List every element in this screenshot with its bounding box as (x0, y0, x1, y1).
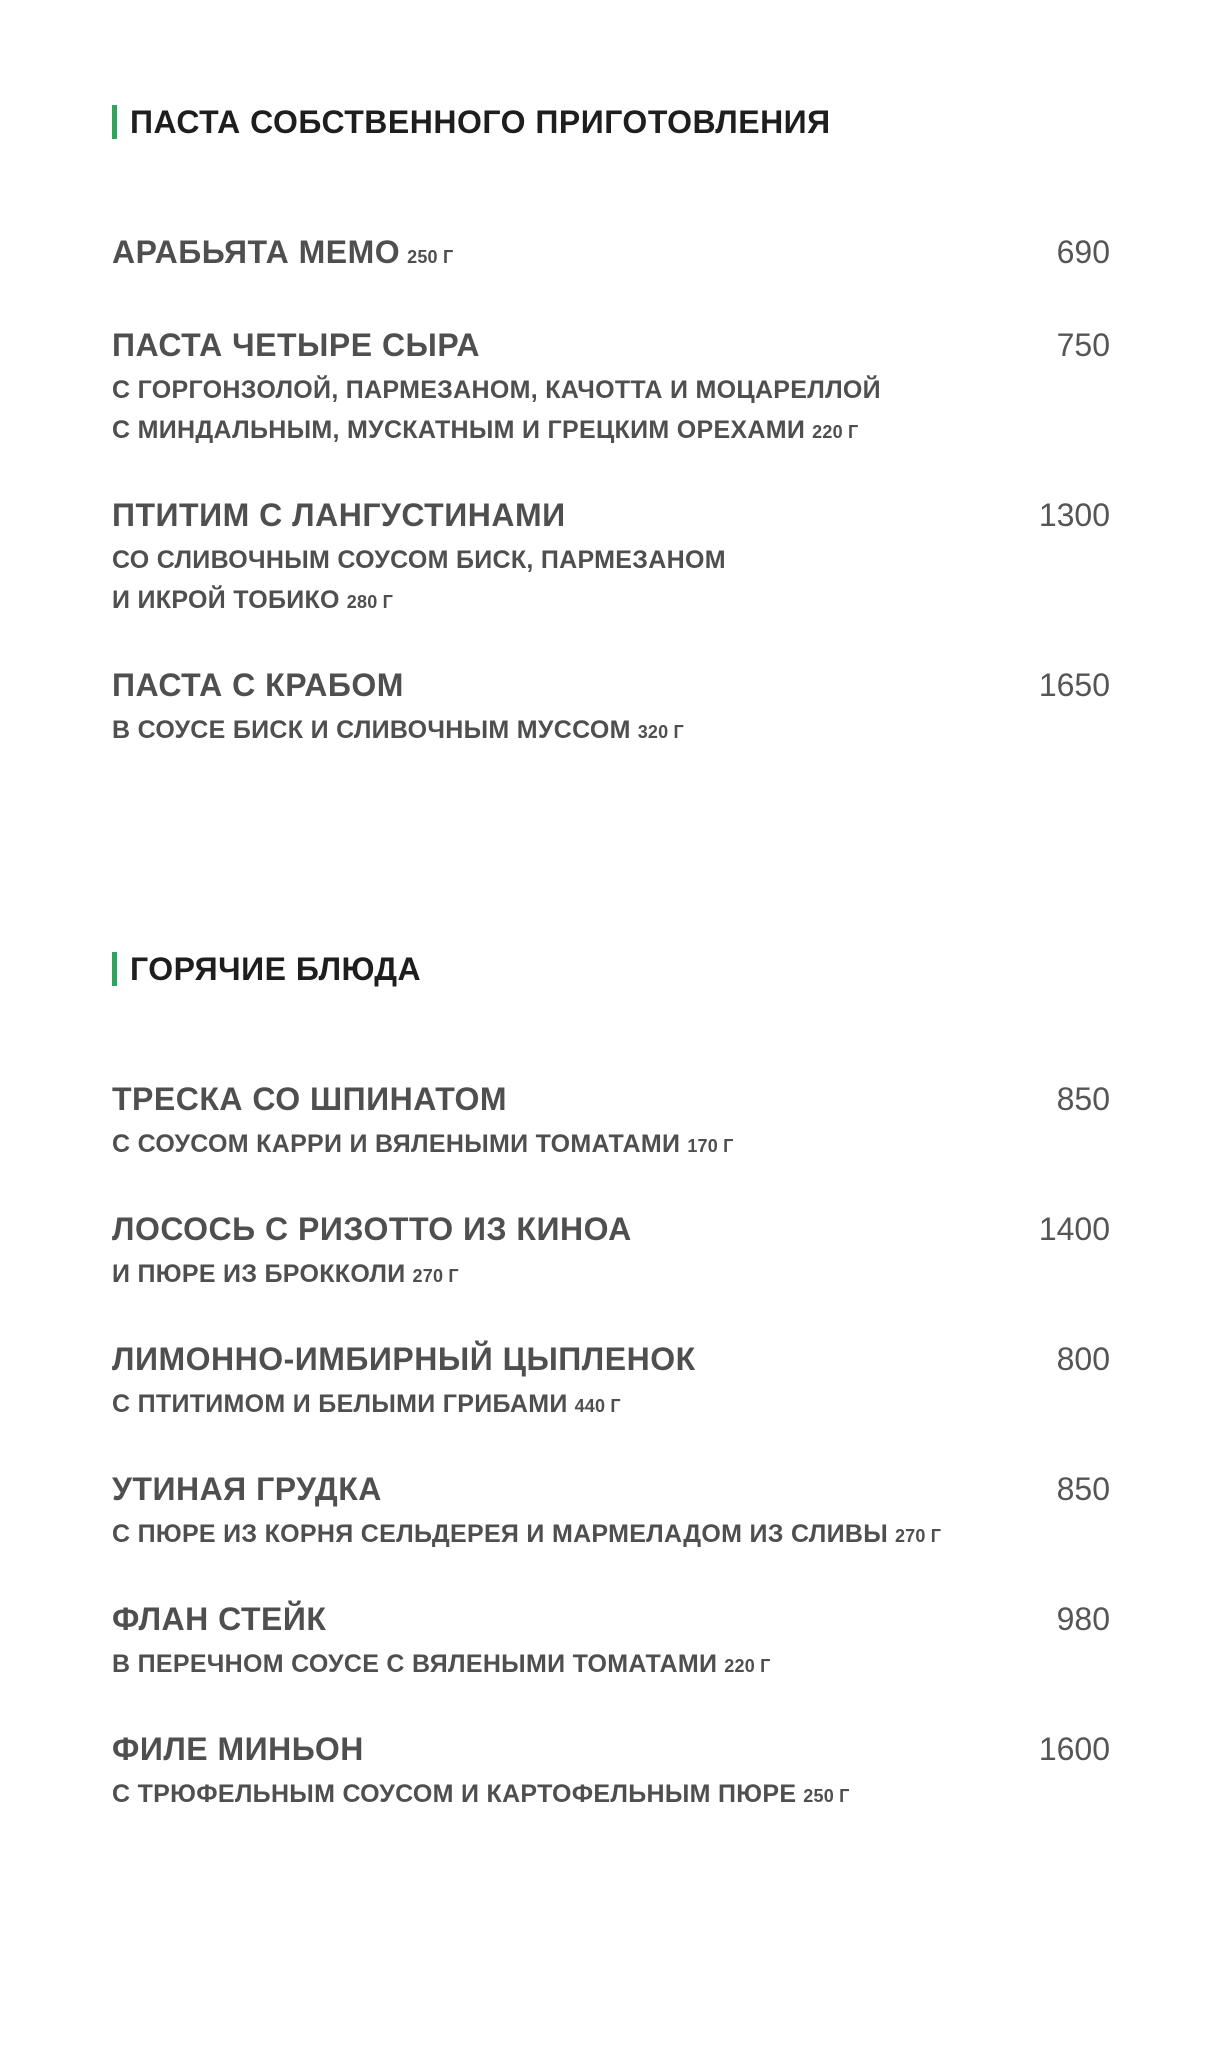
section-header (112, 102, 1110, 142)
section-header (112, 949, 1110, 989)
menu-item (112, 1339, 1110, 1421)
item-name (112, 232, 453, 277)
item-price: 690 (1056, 234, 1110, 270)
menu-item-row (112, 1469, 1110, 1509)
section-accent-bar-icon (112, 105, 117, 139)
item-name (112, 1599, 326, 1639)
menu-item-row (112, 325, 1110, 365)
item-description-text: И ИКРОЙ ТОБИКО (112, 586, 340, 614)
item-description-line (112, 415, 1110, 447)
menu-item-row (112, 1209, 1110, 1249)
menu-item (112, 232, 1110, 277)
menu-item (112, 1079, 1110, 1161)
item-name-text: ЛОСОСЬ С РИЗОТТО ИЗ КИНОА (112, 1211, 632, 1247)
item-description-line (112, 1779, 1110, 1811)
item-name-text: УТИНАЯ ГРУДКА (112, 1471, 382, 1507)
item-weight: 270 Г (894, 1526, 942, 1546)
item-description-text: СО СЛИВОЧНЫМ СОУСОМ БИСК, ПАРМЕЗАНОМ (112, 546, 726, 574)
item-description-text: С ТРЮФЕЛЬНЫМ СОУСОМ И КАРТОФЕЛЬНЫМ ПЮРЕ (112, 1780, 797, 1808)
menu-item-row (112, 495, 1110, 535)
menu-item-row (112, 665, 1110, 705)
item-name (112, 495, 566, 535)
menu-item (112, 1729, 1110, 1811)
item-name-text: ФЛАН СТЕЙК (112, 1601, 327, 1637)
item-description-line (112, 1519, 1110, 1551)
item-name-text: ЛИМОННО-ИМБИРНЫЙ ЦЫПЛЕНОК (112, 1341, 696, 1377)
item-price: 1600 (1038, 1731, 1110, 1767)
menu-item (112, 325, 1110, 447)
item-price: 850 (1056, 1081, 1110, 1117)
item-weight: 250 Г (407, 247, 454, 267)
item-weight: 270 Г (412, 1266, 459, 1286)
item-description-line (112, 1129, 1110, 1161)
item-weight: 220 Г (812, 422, 859, 442)
item-price: 980 (1056, 1601, 1110, 1637)
menu-item-row (112, 1729, 1110, 1769)
item-description-text: С СОУСОМ КАРРИ И ВЯЛЕНЫМИ ТОМАТАМИ (112, 1130, 681, 1158)
item-price: 850 (1056, 1471, 1110, 1507)
section-accent-bar-icon (112, 952, 117, 986)
item-price: 800 (1056, 1341, 1110, 1377)
item-name (112, 1339, 696, 1379)
item-name (112, 1079, 507, 1119)
menu-item-row (112, 232, 1110, 277)
menu-item (112, 665, 1110, 747)
item-weight: 220 Г (724, 1656, 771, 1676)
item-name (112, 665, 404, 705)
menu-item (112, 1209, 1110, 1291)
item-name-text: АРАБЬЯТА МЕМО (112, 234, 401, 270)
item-price: 1400 (1038, 1211, 1110, 1247)
item-name-text: ПТИТИМ С ЛАНГУСТИНАМИ (112, 497, 566, 533)
item-description-line (112, 715, 1110, 747)
menu-section (112, 102, 1110, 747)
item-name-text: ПАСТА ЧЕТЫРЕ СЫРА (112, 327, 481, 363)
item-name-text: ПАСТА С КРАБОМ (112, 667, 404, 703)
menu-section (112, 949, 1110, 1811)
menu-item (112, 1599, 1110, 1681)
item-description-line (112, 545, 1110, 575)
item-description-line (112, 1259, 1110, 1291)
item-price: 1650 (1038, 667, 1110, 703)
item-price: 1300 (1038, 497, 1110, 533)
item-weight: 250 Г (803, 1786, 850, 1806)
item-name (112, 1209, 632, 1249)
item-description-text: С ГОРГОНЗОЛОЙ, ПАРМЕЗАНОМ, КАЧОТТА И МОЦАРЕЛЛОЙ (112, 376, 881, 404)
item-weight: 440 Г (574, 1396, 621, 1416)
section-title: ГОРЯЧИЕ БЛЮДА (130, 951, 422, 987)
item-description-text: И ПЮРЕ ИЗ БРОККОЛИ (112, 1260, 406, 1288)
item-name (112, 1469, 382, 1509)
section-items (112, 1079, 1110, 1811)
item-description-text: В СОУСЕ БИСК И СЛИВОЧНЫМ МУССОМ (112, 716, 631, 744)
item-name (112, 325, 480, 365)
item-description-text: С ПТИТИМОМ И БЕЛЫМИ ГРИБАМИ (112, 1390, 568, 1418)
item-weight: 280 Г (346, 592, 394, 612)
item-name-text: ФИЛЕ МИНЬОН (112, 1731, 364, 1767)
item-name-text: ТРЕСКА СО ШПИНАТОМ (112, 1081, 508, 1117)
menu-item-row (112, 1599, 1110, 1639)
menu-item (112, 1469, 1110, 1551)
item-description-line (112, 375, 1110, 405)
item-weight: 170 Г (687, 1136, 734, 1156)
menu-sections (112, 102, 1110, 1811)
menu-item-row (112, 1079, 1110, 1119)
item-description-text: С МИНДАЛЬНЫМ, МУСКАТНЫМ И ГРЕЦКИМ ОРЕХАМИ (112, 416, 806, 444)
section-items (112, 232, 1110, 747)
menu-item (112, 495, 1110, 617)
item-name (112, 1729, 364, 1769)
item-description-line (112, 585, 1110, 617)
item-description-text: С ПЮРЕ ИЗ КОРНЯ СЕЛЬДЕРЕЯ И МАРМЕЛАДОМ ИЗ СЛИВЫ (112, 1520, 888, 1548)
item-description-text: В ПЕРЕЧНОМ СОУСЕ С ВЯЛЕНЫМИ ТОМАТАМИ (112, 1650, 718, 1678)
item-price: 750 (1056, 327, 1110, 363)
section-title: ПАСТА СОБСТВЕННОГО ПРИГОТОВЛЕНИЯ (130, 104, 831, 140)
item-description-line (112, 1389, 1110, 1421)
item-description-line (112, 1649, 1110, 1681)
item-weight: 320 Г (637, 722, 684, 742)
menu-item-row (112, 1339, 1110, 1379)
